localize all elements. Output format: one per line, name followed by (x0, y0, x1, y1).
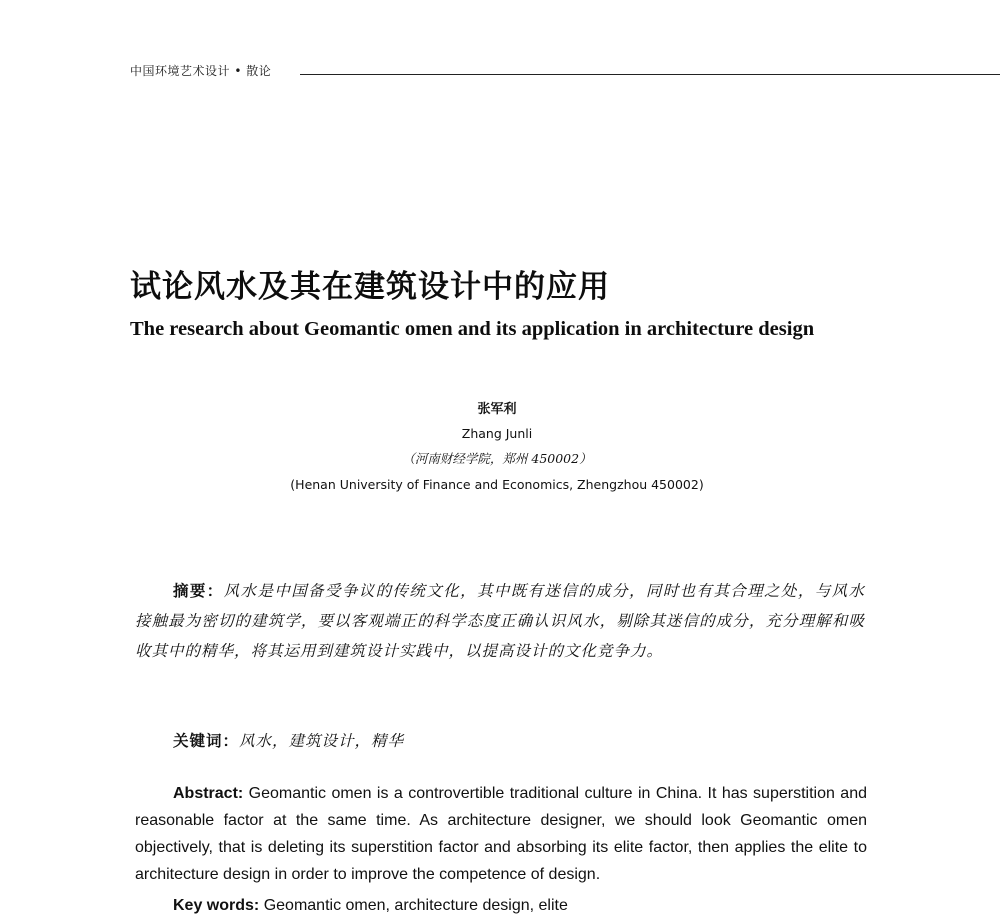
abstract-en-text: Geomantic omen is a controvertible traditional culture in China. It has superstition and reasonable factor at the same time. As architecture designer, we should look Geomantic omen objectively, that is deleting its superstition factor and absorbing its elite factor, then applies the elite to architecture design in order to improve the competence of design. (135, 785, 867, 883)
keywords-zh (173, 727, 404, 755)
paper-title-zh: 试论风水及其在建筑设计中的应用 (130, 269, 610, 305)
abstract-zh-text: 风水是中国备受争议的传统文化，其中既有迷信的成分，同时也有其合理之处，与风水接触最为密切的建筑学，要以客观端正的科学态度正确认识风水，剔除其迷信的成分，充分理解和吸收其中的精华，将其运用到建筑设计实践中，以提高设计的文化竞争力。 (135, 582, 865, 660)
abstract-en-label: Abstract: (173, 785, 244, 802)
running-head-text: 中国环境艺术设计 • 散论 (130, 64, 272, 78)
abstract-zh-label: 摘要： (173, 582, 224, 600)
paper-title-en: The research about Geomantic omen and its application in architecture design (130, 318, 815, 340)
header-rule (300, 74, 1000, 75)
keywords-en (173, 892, 568, 919)
author-name-en: Zhang Junli (461, 426, 533, 441)
abstract-zh (135, 576, 865, 666)
keywords-en-label: Key words: (173, 897, 260, 914)
keywords-zh-label: 关键词： (173, 732, 240, 750)
keywords-en-text: Geomantic omen, architecture design, elite (259, 897, 568, 914)
keywords-zh-text: 风水，建筑设计，精华 (239, 732, 405, 750)
affiliation-zh: （河南财经学院，郑州 450002） (402, 451, 592, 466)
running-header (130, 63, 1000, 83)
author-name-zh: 张军利 (477, 402, 517, 417)
affiliation-en: (Henan University of Finance and Economics, Zhengzhou 450002) (290, 477, 704, 492)
abstract-en (135, 780, 867, 888)
